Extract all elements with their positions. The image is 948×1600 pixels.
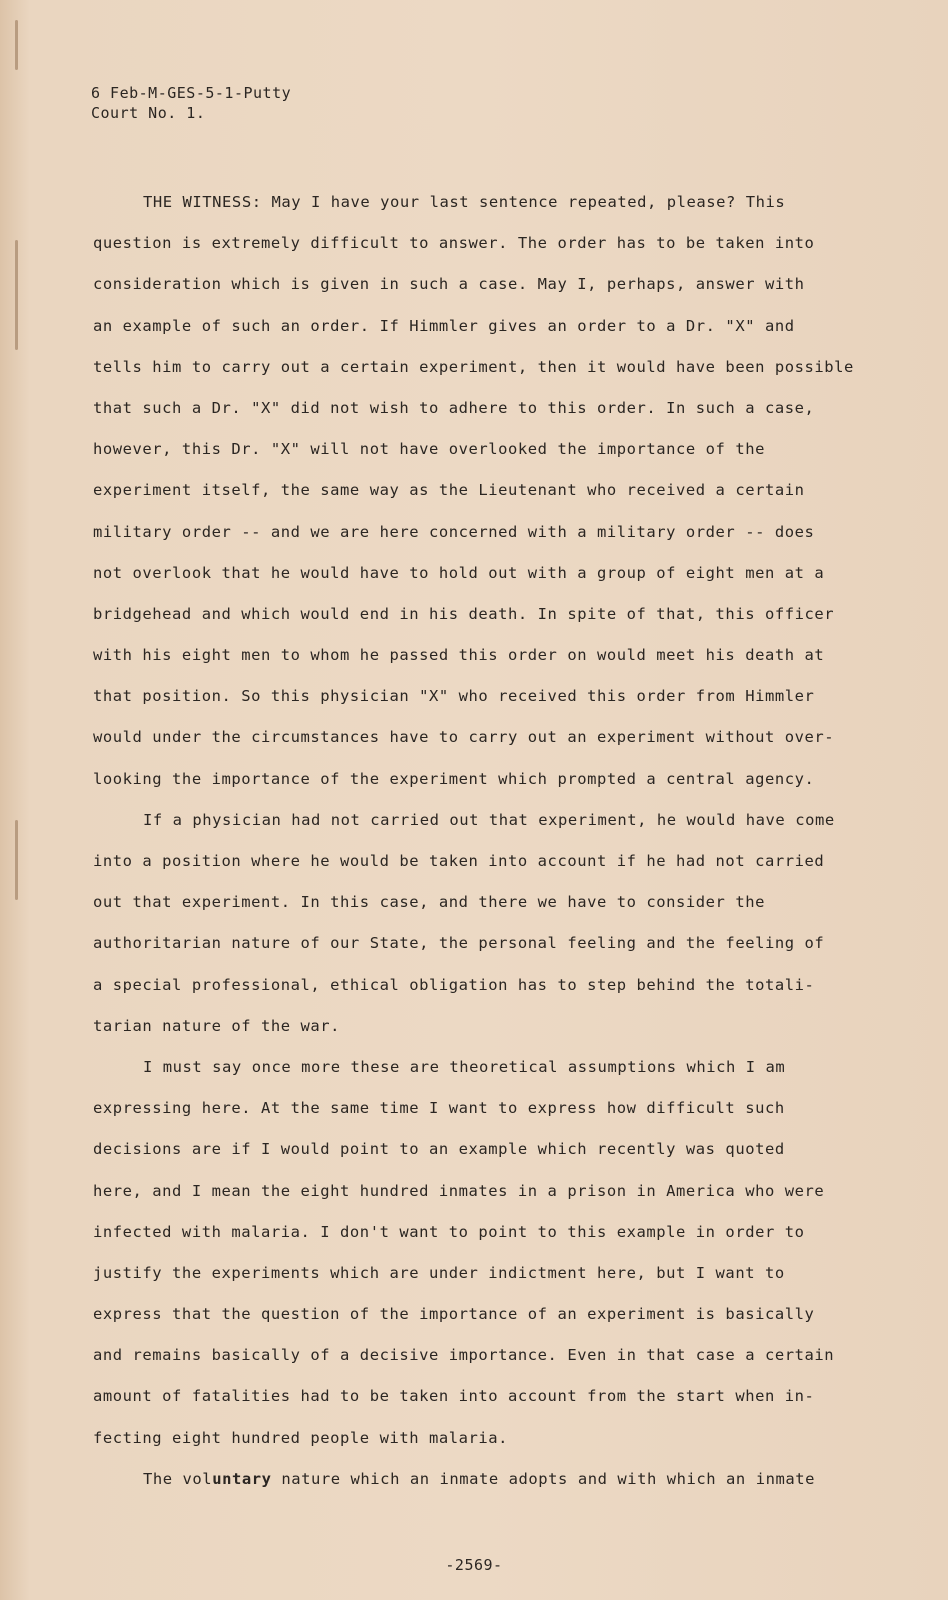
transcript-line: I must say once more these are theoretical assumptions which I am [143,1057,786,1076]
transcript-line: that such a Dr. "X" did not wish to adhere to this order. In such a case, [93,398,815,417]
transcript-line: question is extremely difficult to answer. The order has to be taken into [93,234,815,253]
transcript-line: here, and I mean the eight hundred inmates in a prison in America who were [93,1181,825,1200]
document-header [91,83,291,123]
transcript-line: into a position where he would be taken into account if he had not carried [93,852,825,870]
transcript-line: bridgehead and which would end in his death. In spite of that, this officer [93,604,835,623]
transcript-line: looking the importance of the experiment which prompted a central agency. [93,769,815,788]
transcript-line: THE WITNESS: May I have your last sentence repeated, please? This [143,193,786,211]
transcript-line: tells him to carry out a certain experiment, then it would have been possible [93,357,854,376]
transcript-line: authoritarian nature of our State, the personal feeling and the feeling of [93,934,825,953]
transcript-line-last [93,1459,873,1500]
transcript-line: decisions are if I would point to an example which recently was quoted [93,1140,785,1159]
transcript-line: experiment itself, the same way as the Lieutenant who received a certain [93,481,805,500]
last-line-bold: untary [212,1469,272,1488]
transcript-line: with his eight men to whom he passed this order on would meet his death at [93,646,825,665]
transcript-line: an example of such an order. If Himmler gives an order to a Dr. "X" and [93,316,795,335]
transcript-line: tarian nature of the war. [93,1016,341,1035]
last-line-start: The vol [143,1469,213,1488]
transcript-line: consideration which is given in such a case. May I, perhaps, answer with [93,275,805,294]
transcript-line: out that experiment. In this case, and there we have to consider the [93,893,765,912]
transcript-line: expressing here. At the same time I want to express how difficult such [93,1099,785,1118]
transcript-body [93,182,873,1500]
transcript-line: fecting eight hundred people with malaria. [93,1428,509,1447]
header-court-number: Court No. 1. [91,104,206,122]
transcript-line: would under the circumstances have to carry out an experiment without over- [93,728,835,747]
transcript-line: infected with malaria. I don't want to point to this example in order to [93,1222,805,1241]
transcript-line: justify the experiments which are under indictment here, but I want to [93,1263,785,1282]
transcript-line: however, this Dr. "X" will not have overlooked the importance of the [93,440,765,459]
transcript-line: amount of fatalities had to be taken into account from the start when in- [93,1387,815,1406]
page-edge-mark [15,20,18,70]
transcript-line: not overlook that he would have to hold out with a group of eight men at a [93,563,825,582]
page-number: -2569- [445,1556,503,1574]
transcript-line: express that the question of the importance of an experiment is basically [93,1305,815,1324]
page-edge-mark [15,820,18,900]
transcript-line: If a physician had not carried out that experiment, he would have come [143,810,835,829]
transcript-line: military order -- and we are here concerned with a military order -- does [93,522,815,541]
last-line-end: nature which an inmate adopts and with which an inmate [271,1469,815,1488]
header-file-code: 6 Feb-M-GES-5-1-Putty [91,84,292,102]
page-edge-mark [15,240,18,350]
transcript-line: a special professional, ethical obligation has to step behind the totali- [93,975,815,994]
transcript-line: and remains basically of a decisive importance. Even in that case a certain [93,1346,835,1365]
transcript-line: that position. So this physician "X" who received this order from Himmler [93,687,815,706]
